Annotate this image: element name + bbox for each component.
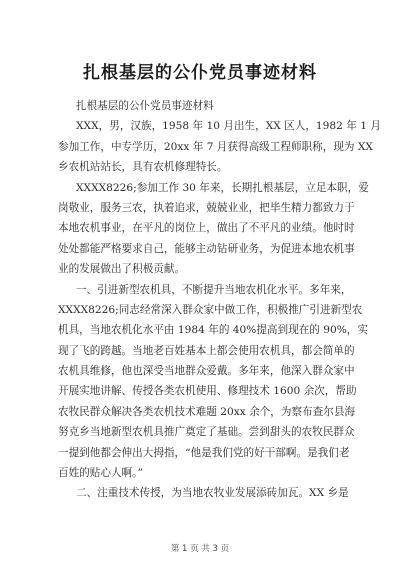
paragraph-line: 农机具维修，他也深受当地群众爱戴。多年来，他深入群众家中 xyxy=(58,365,355,378)
paragraph-line: XXXX8226;同志经常深入群众家中做工作，积极推广引进新型农 xyxy=(58,303,363,316)
paragraph-line: 百姓的贴心人啊。” xyxy=(58,467,143,480)
paragraph-line: 二、注重技术传授，为当地农牧业发展添砖加瓦。XX 乡是 xyxy=(76,487,349,500)
paragraph-line: 本地农机事业，在平凡的岗位上，做出了不平凡的业绩。他时时 xyxy=(58,222,355,235)
paragraph-line: 业的发展做出了积极贡献。 xyxy=(58,263,186,276)
subtitle-line: 扎根基层的公仆党员事迹材料 xyxy=(76,100,214,112)
paragraph-line: 机具，当地农机化水平由 1984 年的 40%提高到现在的 90%，实 xyxy=(58,324,368,337)
paragraph-line: 一、引进新型农机具，不断提升当地农机化水平。多年来， xyxy=(76,283,352,296)
page-number-footer: 第 1 页 共 3 页 xyxy=(170,544,230,554)
paragraph-line: 处处都能严格要求自己，能够主动钻研业务，为促进本地农机事 xyxy=(58,242,355,255)
document-title: 扎根基层的公仆党员事迹材料 xyxy=(83,63,317,83)
paragraph-line: 一提到他都会伸出大拇指，“他是我们党的好干部啊。是我们老 xyxy=(58,446,350,459)
paragraph-line: 农牧民群众解决各类农机技术难题 20xx 余个，为察布查尔县海 xyxy=(58,405,356,418)
paragraph-line: 参加工作，中专学历，20xx 年 7 月获得高级工程师职称，现为 XX xyxy=(58,140,373,153)
document-body xyxy=(58,96,381,504)
paragraph-line: XXXX8226;参加工作 30 年来，长期扎根基层，立足本职，爱 xyxy=(76,181,369,194)
paragraph-line: XXX，男，汉族，1958 年 10 月出生，XX 区人，1982 年 1 月 xyxy=(76,120,381,133)
paragraph-line: 岗敬业，服务三农，执着追求，兢兢业业，把毕生精力都致力于 xyxy=(58,201,355,214)
paragraph-line: 努克乡当地新型农机具推广奠定了基础。尝到甜头的农牧民群众 xyxy=(58,426,355,439)
paragraph-line: 现了飞的跨越。当地老百姓基本上都会使用农机具，都会简单的 xyxy=(58,344,355,357)
paragraph-line: 乡农机站站长，具有农机修理特长。 xyxy=(58,161,228,174)
paragraph-line: 开展实地讲解、传授各类农机使用、修理技术 1600 余次，帮助 xyxy=(58,385,357,398)
